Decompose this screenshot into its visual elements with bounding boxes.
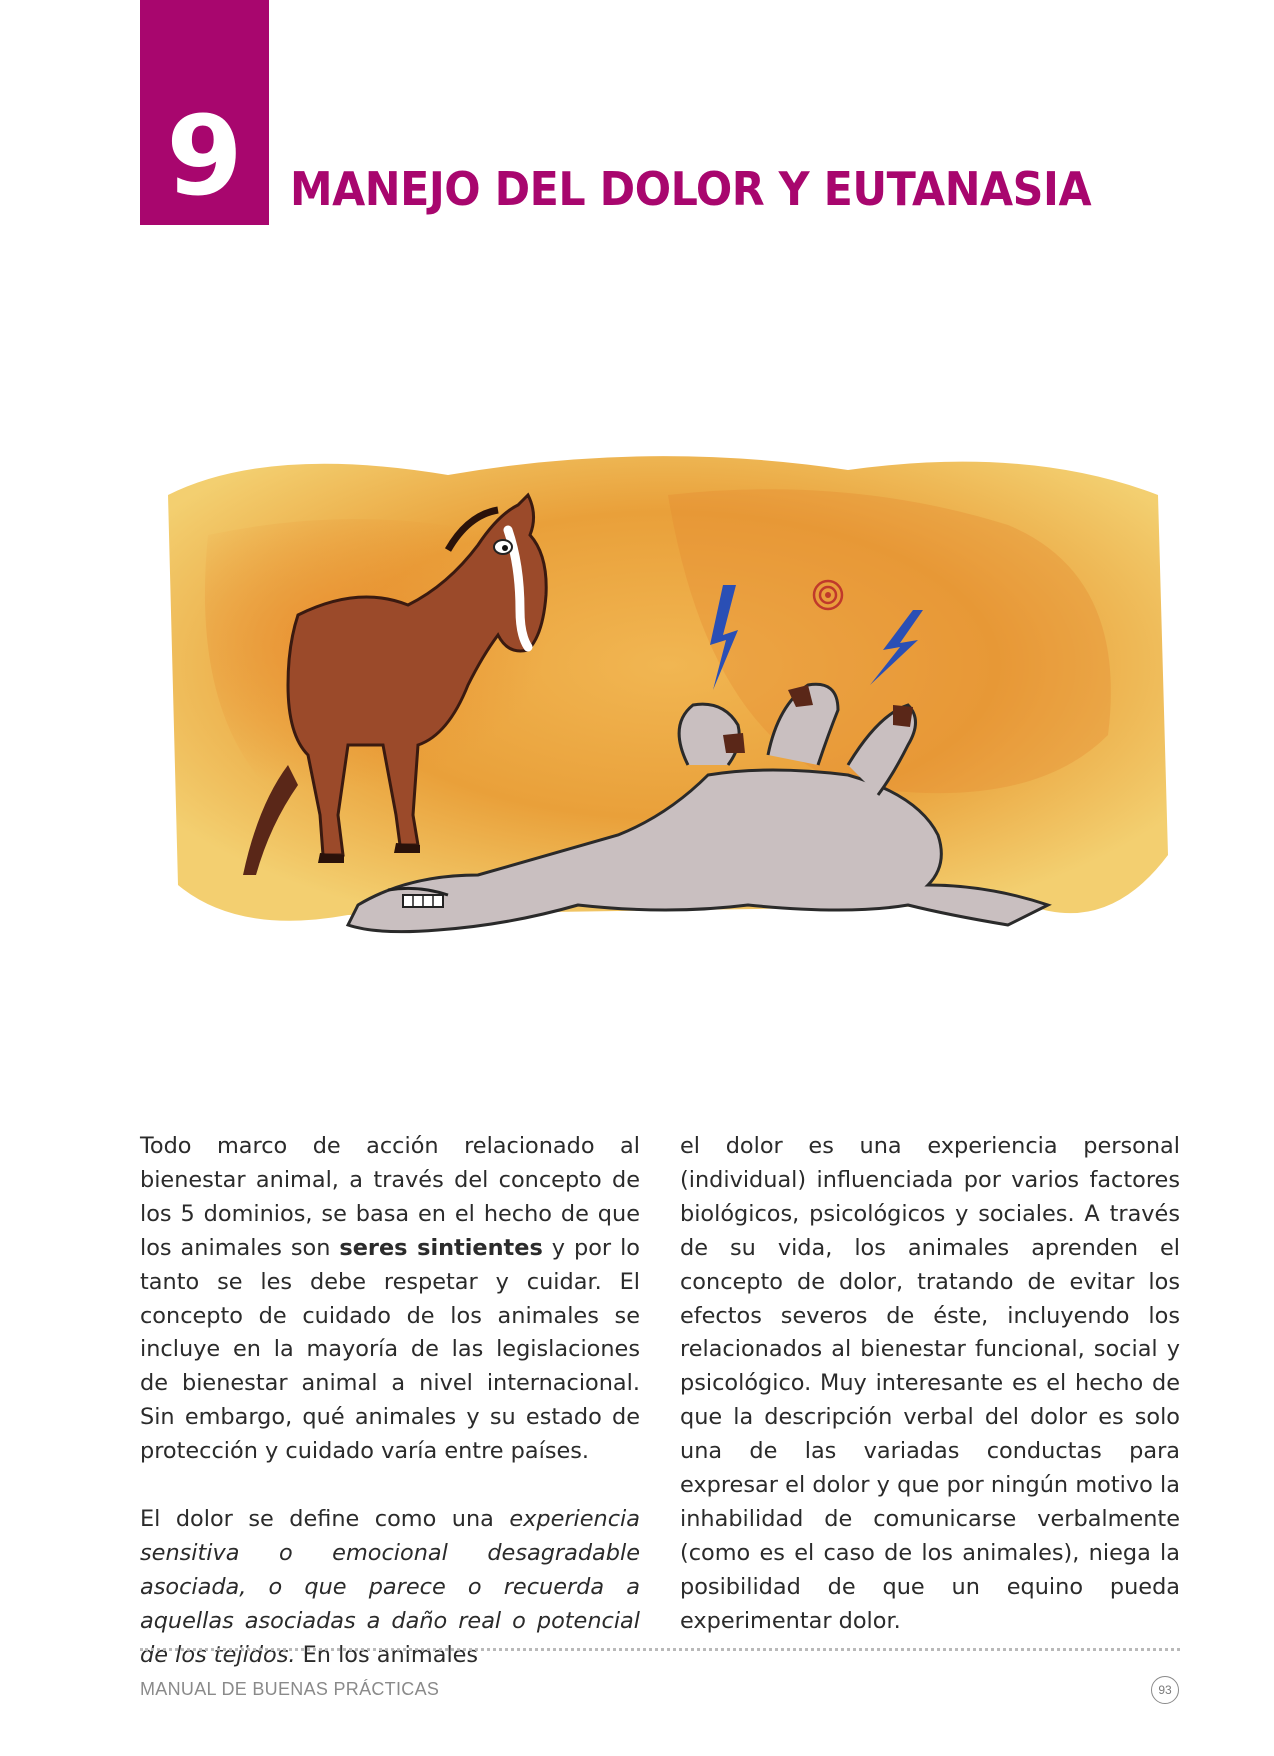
- chapter-number-box: [140, 0, 269, 225]
- body-column-left: [140, 1130, 640, 1706]
- chapter-title: MANEJO DEL DOLOR Y EUTANASIA: [290, 162, 1092, 216]
- italic-definition: experiencia sensitiva o emocional desagradable asociada, o que parece o recuerda a aquellas asociadas a daño real o potencial de los tejidos.: [140, 1505, 640, 1668]
- bold-term: seres sintientes: [339, 1234, 543, 1261]
- body-column-right: [680, 1130, 1180, 1672]
- chapter-number: 9: [166, 92, 243, 220]
- paragraph-text: El dolor se define como una: [140, 1505, 510, 1532]
- paragraph-pain-experience: el dolor es una experiencia personal (individual) influenciada por varios factores biológicos, psicológicos y sociales. A través de su vida, los animales aprenden el concepto de dolor, tratando de evitar los efectos severos de éste, incluyendo los relacionados al bienestar funcional, social y psicológico. Muy interesante es el hecho de que la descripción verbal del dolor es solo una de las variadas conductas para expresar el dolor y que por ningún motivo la inhabilidad de comunicarse verbalmente (como es el caso de los animales), niega la posibilidad de que un equino pueda experimentar dolor.: [680, 1133, 1180, 1634]
- paragraph-text: y por lo tanto se les debe respetar y cuidar. El concepto de cuidado de los animales se incluye en la mayoría de las legislaciones de bienestar animal a nivel internacional. Sin embargo, qué animales y su estado de protección y cuidado varía entre países.: [140, 1234, 640, 1465]
- footer-divider: [140, 1648, 1180, 1651]
- paragraph-text: Todo marco de acción relacionado al bienestar animal, a través del concepto de los 5 dominios, se basa en el hecho de que los animales son: [140, 1133, 640, 1261]
- horse-illustration-icon: [148, 435, 1178, 1045]
- paragraph-text: En los animales: [295, 1641, 479, 1668]
- footer-label: MANUAL DE BUENAS PRÁCTICAS: [140, 1679, 440, 1699]
- paragraph-sentient: [140, 1130, 640, 1469]
- page-number: 93: [1151, 1676, 1179, 1704]
